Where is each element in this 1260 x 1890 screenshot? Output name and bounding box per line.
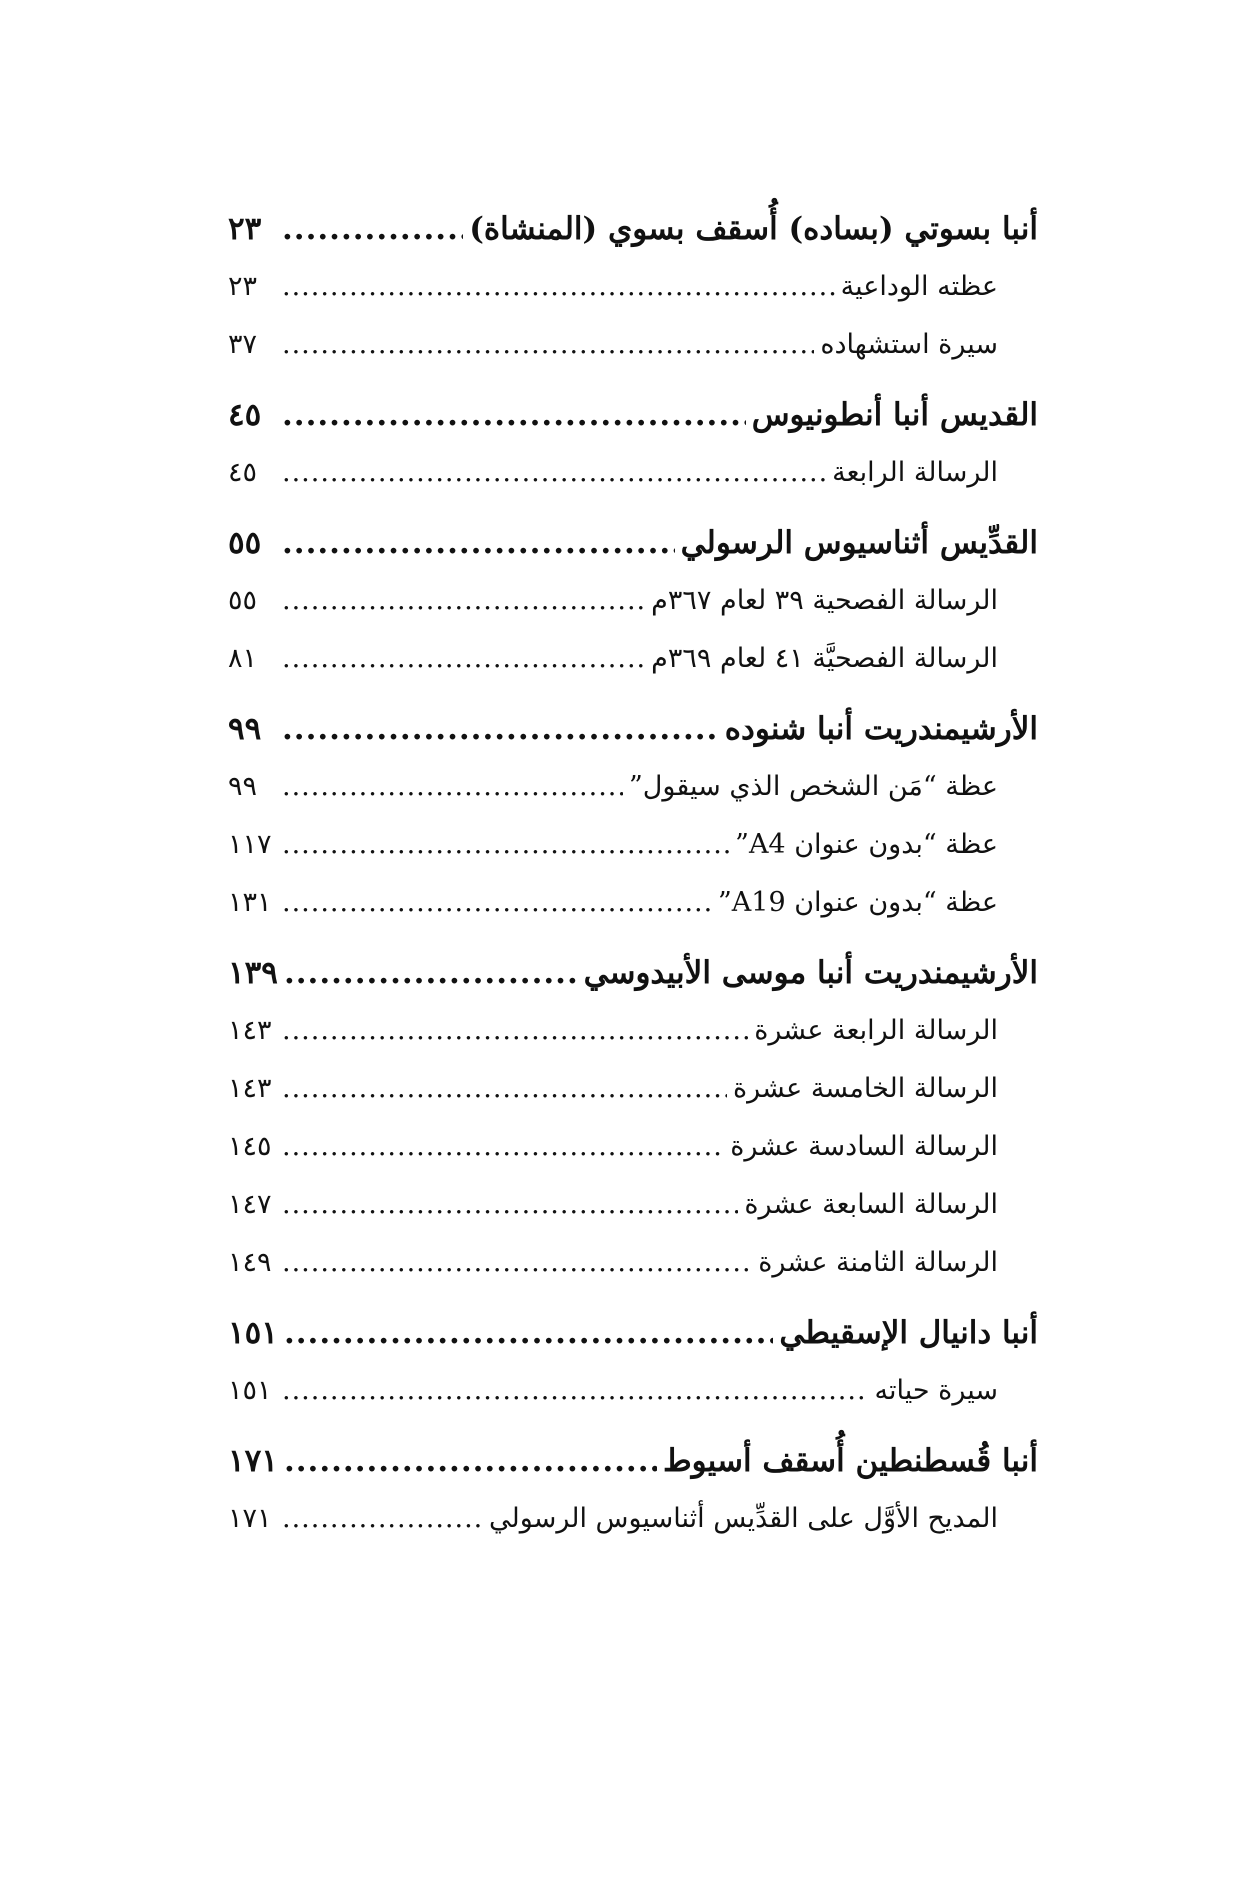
- toc-section: [228, 386, 1038, 502]
- dot-leader: [282, 572, 645, 630]
- entry-title: الرسالة الرابعة عشرة: [754, 1015, 998, 1046]
- toc-sub-entry[interactable]: [228, 316, 1038, 374]
- dot-leader: [282, 316, 814, 374]
- toc-section: [228, 1432, 1038, 1548]
- page-number: ٨١: [228, 643, 258, 674]
- entry-title: أنبا بسوتي (بساده) أُسقف بسوي (المنشاة): [469, 211, 1038, 247]
- page-number: ٤٥: [228, 457, 258, 488]
- toc-sub-entry[interactable]: [228, 1362, 1038, 1420]
- toc-section: [228, 1304, 1038, 1420]
- toc-section: [228, 514, 1038, 688]
- page-number: ٣٧: [228, 329, 258, 360]
- dot-leader: [282, 874, 712, 932]
- toc-sub-entry[interactable]: [228, 1490, 1038, 1548]
- page-number: ٥٥: [228, 585, 258, 616]
- page-number: ١٤٥: [228, 1131, 272, 1162]
- entry-title: عظة “مَن الشخص الذي سيقول”: [628, 771, 998, 802]
- dot-leader: [284, 944, 578, 1002]
- page-number: ١٣١: [228, 887, 272, 918]
- page-number: ١٧١: [228, 1443, 278, 1479]
- toc-main-entry[interactable]: [228, 200, 1038, 258]
- page-number: ٤٥: [228, 397, 262, 433]
- dot-leader: [282, 1362, 869, 1420]
- toc-main-entry[interactable]: [228, 1304, 1038, 1362]
- entry-title: عظة “بدون عنوان A4”: [735, 829, 998, 860]
- dot-leader: [282, 200, 463, 258]
- page-number: ١٤٩: [228, 1247, 272, 1278]
- toc-main-entry[interactable]: [228, 514, 1038, 572]
- toc-sub-entry[interactable]: [228, 874, 1038, 932]
- page-number: ١١٧: [228, 829, 272, 860]
- page-number: ٥٥: [228, 525, 262, 561]
- toc-sub-entry[interactable]: [228, 1176, 1038, 1234]
- page-number: ١٤٣: [228, 1073, 272, 1104]
- page-number: ٢٣: [228, 211, 262, 247]
- page-number: ١٧١: [228, 1503, 272, 1534]
- dot-leader: [282, 1118, 724, 1176]
- dot-leader: [282, 1176, 738, 1234]
- page-number: ٢٣: [228, 271, 258, 302]
- dot-leader: [282, 514, 675, 572]
- entry-title: الأرشيمندريت أنبا موسى الأبيدوسي: [583, 955, 1038, 991]
- entry-title: القديس أنبا أنطونيوس: [751, 397, 1038, 433]
- toc-section: [228, 700, 1038, 932]
- entry-title: الرسالة الثامنة عشرة: [758, 1247, 998, 1278]
- entry-title: الرسالة السادسة عشرة: [730, 1131, 998, 1162]
- page-number: ١٣٩: [228, 955, 278, 991]
- dot-leader: [282, 444, 826, 502]
- entry-title: سيرة حياته: [874, 1375, 998, 1406]
- toc-section: [228, 200, 1038, 374]
- toc-sub-entry[interactable]: [228, 572, 1038, 630]
- entry-title: الرسالة الرابعة: [832, 457, 998, 488]
- entry-title: أنبا قُسطنطين أُسقف أسيوط: [662, 1443, 1038, 1479]
- dot-leader: [282, 386, 746, 444]
- toc-section: [228, 944, 1038, 1292]
- page-number: ١٥١: [228, 1315, 278, 1351]
- page-number: ١٤٧: [228, 1189, 272, 1220]
- entry-title: الرسالة الفصحية ٣٩ لعام ٣٦٧م: [651, 585, 998, 616]
- toc-main-entry[interactable]: [228, 386, 1038, 444]
- entry-title: سيرة استشهاده: [820, 329, 998, 360]
- toc-sub-entry[interactable]: [228, 630, 1038, 688]
- dot-leader: [282, 1060, 727, 1118]
- toc-sub-entry[interactable]: [228, 1118, 1038, 1176]
- dot-leader: [282, 630, 645, 688]
- dot-leader: [282, 1490, 483, 1548]
- toc-main-entry[interactable]: [228, 944, 1038, 1002]
- page-number: ١٥١: [228, 1375, 272, 1406]
- page-number: ٩٩: [228, 711, 262, 747]
- entry-title: الرسالة السابعة عشرة: [744, 1189, 998, 1220]
- entry-title: الرسالة الخامسة عشرة: [733, 1073, 998, 1104]
- dot-leader: [282, 1234, 752, 1292]
- toc-sub-entry[interactable]: [228, 816, 1038, 874]
- toc-sub-entry[interactable]: [228, 1002, 1038, 1060]
- entry-title: المديح الأوَّل على القدِّيس أثناسيوس الرسولي: [489, 1503, 998, 1534]
- table-of-contents: [228, 200, 1038, 1560]
- toc-sub-entry[interactable]: [228, 258, 1038, 316]
- toc-main-entry[interactable]: [228, 1432, 1038, 1490]
- toc-sub-entry[interactable]: [228, 1234, 1038, 1292]
- entry-title: الأرشيمندريت أنبا شنوده: [724, 711, 1038, 747]
- dot-leader: [282, 700, 719, 758]
- page-number: ٩٩: [228, 771, 258, 802]
- entry-title: عظته الوداعية: [840, 271, 998, 302]
- dot-leader: [282, 816, 729, 874]
- dot-leader: [284, 1304, 773, 1362]
- dot-leader: [284, 1432, 657, 1490]
- entry-title: القدِّيس أثناسيوس الرسولي: [680, 525, 1038, 561]
- toc-sub-entry[interactable]: [228, 1060, 1038, 1118]
- toc-main-entry[interactable]: [228, 700, 1038, 758]
- toc-sub-entry[interactable]: [228, 758, 1038, 816]
- page-number: ١٤٣: [228, 1015, 272, 1046]
- dot-leader: [282, 258, 835, 316]
- entry-title: الرسالة الفصحيَّة ٤١ لعام ٣٦٩م: [651, 643, 998, 674]
- toc-sub-entry[interactable]: [228, 444, 1038, 502]
- entry-title: عظة “بدون عنوان A19”: [717, 887, 998, 918]
- dot-leader: [282, 1002, 748, 1060]
- entry-title: أنبا دانيال الإسقيطي: [779, 1315, 1038, 1351]
- dot-leader: [282, 758, 623, 816]
